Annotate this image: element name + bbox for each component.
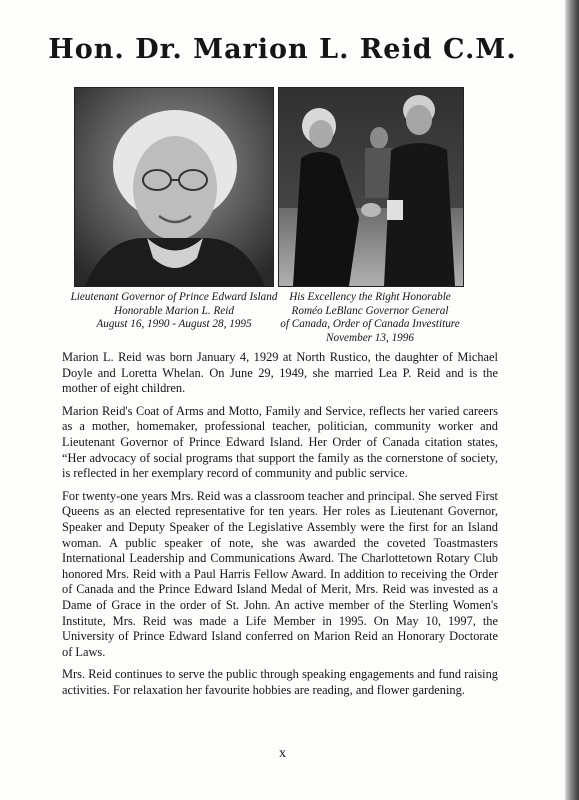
caption-line: His Excellency the Right Honorable xyxy=(289,291,451,303)
biography-text xyxy=(62,350,498,705)
paragraph: Marion Reid's Coat of Arms and Motto, Family and Service, reflects her varied careers as a mother, homemaker, professional teacher, politician, community worker and Lieutenant Governor of Prince Edward Island. Her Order of Canada citation states, “Her advocacy of social programs that support the family as the cornerstone of society, is reflected in her exemplary record of community and public service. xyxy=(62,403,498,481)
paragraph: Marion L. Reid was born January 4, 1929 at North Rustico, the daughter of Michael Doyle and Loretta Whelan. On June 29, 1949, she married Lea P. Reid and is the mother of eight children. xyxy=(62,350,498,396)
caption-line: Honorable Marion L. Reid xyxy=(114,304,234,317)
page-title: Hon. Dr. Marion L. Reid C.M. xyxy=(48,34,517,65)
caption-line: of Canada, Order of Canada Investiture xyxy=(280,318,460,331)
caption-right xyxy=(270,291,470,345)
paragraph: For twenty-one years Mrs. Reid was a classroom teacher and principal. She served First Queens as an elected representative for ten years. Her roles as Lieutenant Governor, Speaker and Deputy Speaker of the Legislative Assembly were the first for an Island woman. A public speaker of note, she was awarded the coveted Toastmasters International Leadership and Communications Award. The Charlottetown Rotary Club honored Mrs. Reid with a Paul Harris Fellow Award. In addition to receiving the Order of Canada and the Prince Edward Island Medal of Merit, Mrs. Reid was invested as a Dame of Grace in the order of St. John. An active member of the Sterling Women's Institute, Mrs. Reid was made a Life Member in 1995. On May 10, 1997, the University of Prince Edward Island conferred on Marion Reid an Honorary Doctorate of Laws. xyxy=(62,488,498,659)
investiture-photo xyxy=(278,87,464,287)
caption-line: Roméo LeBlanc Governor General xyxy=(291,304,449,317)
caption-line: August 16, 1990 - August 28, 1995 xyxy=(96,318,252,331)
page-number: x xyxy=(279,746,286,761)
caption-line: Lieutenant Governor of Prince Edward Island xyxy=(70,291,278,303)
paragraph: Mrs. Reid continues to serve the public through speaking engagements and fund raising activities. For relaxation her favourite hobbies are reading, and flower gardening. xyxy=(62,667,498,697)
caption-left xyxy=(60,291,288,332)
page-edge-shadow xyxy=(565,0,579,800)
caption-line: November 13, 1996 xyxy=(326,331,414,344)
portrait-photo xyxy=(74,87,274,287)
